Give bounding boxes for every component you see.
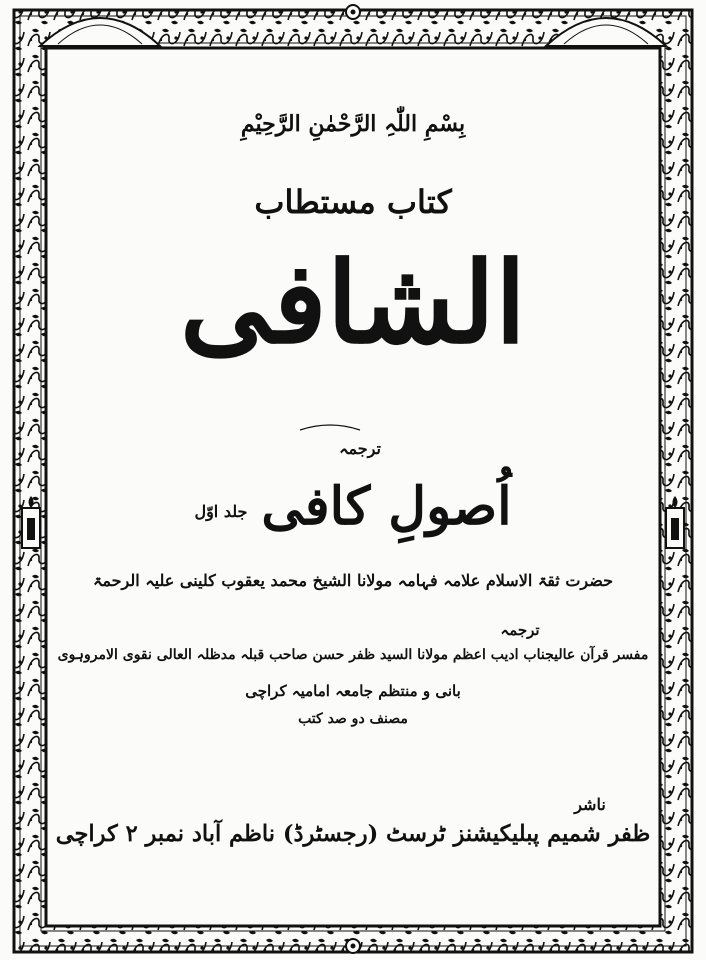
translator-line: مفسر قرآن عالیجناب ادیب اعظم مولانا السید ظفر حسن صاحب قبلہ مدظلہ العالی نقوی الامروہوی xyxy=(57,647,649,663)
translator-works: مصنف دو صد کتب xyxy=(298,711,408,727)
publisher-line: ظفر شمیم پبلیکیشنز ٹرسٹ (رجسٹرڈ) ناظم آباد نمبر ۲ کراچی xyxy=(55,821,651,847)
kitab-label: کتاب مستطاب xyxy=(254,183,452,221)
subtitle-row xyxy=(50,478,656,535)
translator-role: بانی و منتظم جامعہ امامیہ کراچی xyxy=(245,682,461,700)
author-line: حضرت ثقۃ الاسلام علامہ فہامہ مولانا الشیخ محمد یعقوب کلینی علیہ الرحمۃ xyxy=(93,571,613,590)
bismillah-heading: بِسْمِ اللّٰہِ الرَّحْمٰنِ الرَّحِیْمِ xyxy=(240,111,466,137)
volume-label: جلد اوّل xyxy=(194,501,248,521)
tarjuma-label: ترجمہ xyxy=(339,439,381,458)
main-title: الشافی xyxy=(179,238,527,369)
translation-label: ترجمہ xyxy=(500,621,540,639)
subtitle: اُصولِ کافی xyxy=(261,476,512,537)
publisher-label: ناشر xyxy=(574,795,606,814)
